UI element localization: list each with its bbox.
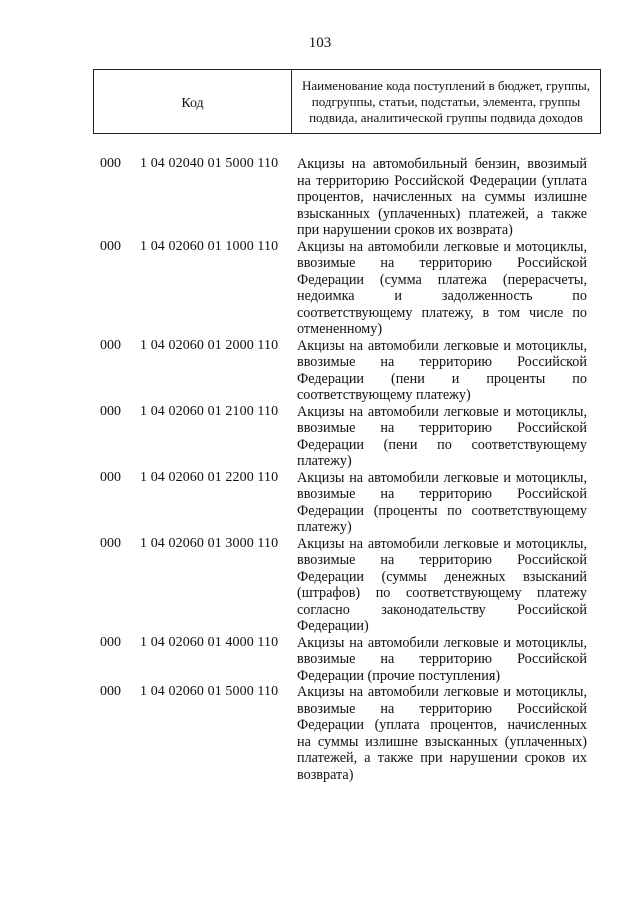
description-line: Федерации (пени и проценты по [297, 370, 587, 387]
revenue-description [297, 470, 587, 536]
revenue-code: 1 04 02060 01 1000 110 [140, 238, 279, 254]
description-line: возврата) [297, 766, 354, 783]
admin-code: 000 [100, 469, 121, 485]
revenue-code: 1 04 02060 01 2100 110 [140, 403, 279, 419]
description-line: платежу) [297, 519, 352, 535]
description-line: на территорию Российской Федерации (уплата [297, 172, 587, 189]
table-row [0, 404, 640, 470]
revenue-code: 1 04 02060 01 2200 110 [140, 469, 279, 485]
description-line: отмененному) [297, 321, 383, 337]
admin-code: 000 [100, 535, 121, 551]
table-row [0, 536, 640, 635]
revenue-description [297, 635, 587, 685]
revenue-description [297, 156, 587, 239]
description-line: соответствующему платежу) [297, 387, 471, 403]
description-line: Акцизы на автомобили легковые и мотоциклы, [297, 337, 587, 354]
revenue-code: 1 04 02060 01 4000 110 [140, 634, 279, 650]
description-line: ввозимые на территорию Российской [297, 700, 587, 717]
revenue-description [297, 536, 587, 635]
table-row [0, 635, 640, 685]
description-line: платежей, а также при нарушении сроков их [297, 750, 587, 766]
revenue-code: 1 04 02060 01 2000 110 [140, 337, 279, 353]
revenue-description [297, 338, 587, 404]
revenue-code: 1 04 02040 01 5000 110 [140, 156, 279, 171]
revenue-code: 1 04 02060 01 3000 110 [140, 535, 279, 551]
revenue-description [297, 239, 587, 338]
description-line: ввозимые на территорию Российской [297, 420, 587, 436]
admin-code: 000 [100, 684, 121, 699]
description-line: на суммы излишне взысканных (уплаченных) [297, 733, 587, 750]
header-name-label: Наименование кода поступлений в бюджет, группы, подгруппы, статьи, подстатьи, элемента, группы подвида, аналитической группы подвида доходов [301, 77, 591, 125]
admin-code: 000 [100, 403, 121, 419]
description-line: Акцизы на автомобили легковые и мотоциклы, [297, 634, 587, 651]
revenue-code: 1 04 02060 01 5000 110 [140, 684, 279, 699]
admin-code: 000 [100, 634, 121, 650]
description-line: согласно законодательству Российской [297, 601, 587, 618]
table-row [0, 156, 640, 239]
description-line: Акцизы на автомобили легковые и мотоциклы, [297, 238, 587, 255]
description-line: соответствующему платежу, в том числе по [297, 304, 587, 321]
description-line: Акцизы на автомобили легковые и мотоциклы, [297, 684, 587, 700]
description-line: при нарушении сроков их возврата) [297, 222, 513, 238]
description-line: Федерации (уплата процентов, начисленных [297, 717, 587, 733]
table-row [0, 239, 640, 338]
description-line: ввозимые на территорию Российской [297, 552, 587, 568]
description-line: платежу) [297, 453, 352, 469]
revenue-description [297, 684, 587, 783]
admin-code: 000 [100, 156, 121, 171]
description-line: процентов, начисленных на суммы излишне [297, 189, 587, 205]
description-line: Акцизы на автомобильный бензин, ввозимый [297, 156, 587, 172]
table-row [0, 470, 640, 536]
description-line: ввозимые на территорию Российской [297, 486, 587, 502]
page-number: 103 [308, 35, 332, 51]
table-body [0, 156, 640, 783]
description-line: Федерации (проценты по соответствующему [297, 502, 587, 519]
admin-code: 000 [100, 337, 121, 353]
description-line: ввозимые на территорию Российской [297, 255, 587, 271]
description-line: Акцизы на автомобили легковые и мотоциклы, [297, 469, 587, 486]
table-row [0, 338, 640, 404]
description-line: Федерации (прочие поступления) [297, 667, 501, 684]
admin-code: 000 [100, 238, 121, 254]
description-line: недоимка и задолженность по [297, 288, 587, 304]
description-line: Акцизы на автомобили легковые и мотоциклы, [297, 535, 587, 552]
description-line: ввозимые на территорию Российской [297, 651, 587, 667]
revenue-description [297, 404, 587, 470]
description-line: Федерации (пени по соответствующему [297, 436, 587, 453]
description-line: ввозимые на территорию Российской [297, 354, 587, 370]
description-line: (штрафов) по соответствующему платежу [297, 585, 587, 601]
description-line: взысканных (уплаченных) платежей, а также [297, 205, 587, 222]
description-line: Федерации) [297, 618, 369, 634]
description-line: Федерации (сумма платежа (перерасчеты, [297, 271, 587, 288]
description-line: Федерации (суммы денежных взысканий [297, 568, 587, 585]
table-row [0, 684, 640, 783]
table-header [93, 69, 601, 134]
header-code-label: Код [94, 70, 292, 133]
description-line: Акцизы на автомобили легковые и мотоциклы, [297, 403, 587, 420]
